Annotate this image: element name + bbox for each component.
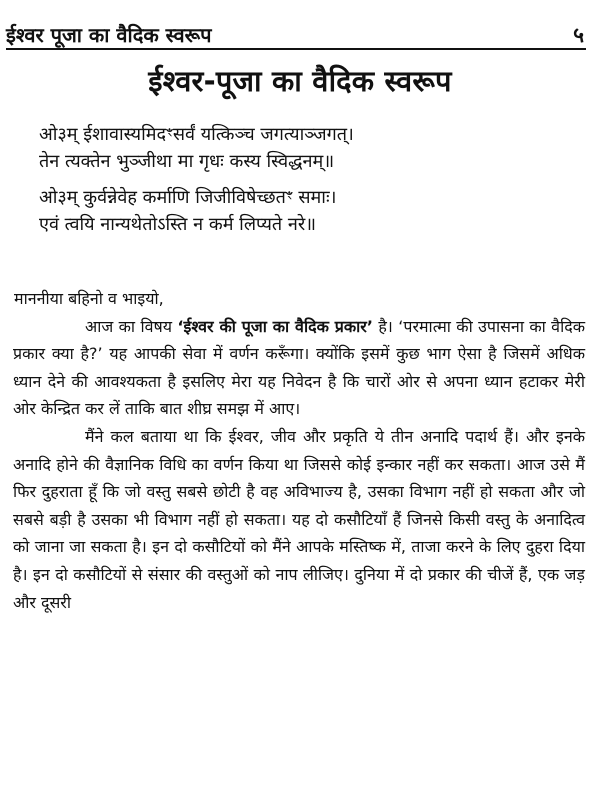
running-title: ईश्वर पूजा का वैदिक स्वरूप [6, 23, 212, 47]
paragraph-intro-start: आज का विषय [85, 316, 178, 336]
mantra-line: ओ३म् कुर्वन्नेवेह कर्माणि जिजीविषेच्छतꣳ समाः। [39, 187, 337, 208]
page-number: ५ [573, 23, 584, 47]
paragraph-intro [13, 313, 585, 423]
topic-phrase: ‘ईश्वर की पूजा का वैदिक प्रकार’ [177, 316, 373, 336]
mantra-block [39, 123, 569, 240]
page-body [13, 285, 585, 616]
mantra-line: एवं त्वयि नान्यथेतोऽस्ति न कर्म लिप्यते नरे॥ [39, 214, 317, 235]
paragraph-intro-rest: है। ‘परमात्मा की उपासना का वैदिक प्रकार क्या है?’ यह आपकी सेवा में वर्णन करूँगा। क्योंकि इसमें कुछ भाग ऐसा है जिसमें अधिक ध्यान देने की आवश्यकता है इसलिए मेरा यह निवेदन है कि चारों ओर से अपना ध्यान हटाकर मेरी ओर केन्द्रित कर लें ताकि बात शीघ्र समझ में आए। [13, 316, 585, 419]
running-header [6, 16, 586, 50]
salutation: माननीया बहिनो व भाइयो, [14, 289, 164, 308]
chapter-title: ईश्वर-पूजा का वैदिक स्वरूप [148, 64, 452, 98]
paragraph-explanation: मैंने कल बताया था कि ईश्वर, जीव और प्रकृति ये तीन अनादि पदार्थ हैं। और इनके अनादि होने की वैज्ञानिक विधि का वर्णन किया था जिससे कोई इन्कार नहीं कर सकता। आज उसे मैं फिर दुहराता हूँ कि जो वस्तु सबसे छोटी है वह अविभाज्य है, उसका विभाग नहीं हो सकता और जो सबसे बड़ी है उसका भी विभाग नहीं हो सकता। यह दो कसौटियाँ हैं जिनसे किसी वस्तु के अनादित्व को जाना जा सकता है। इन दो कसौटियों को मैंने आपके मस्तिष्क में, ताजा करने के लिए दुहरा दिया है। इन दो कसौटियों से संसार की वस्तुओं को नाप लीजिए। दुनिया में दो प्रकार की चीजें हैं, एक जड़ और दूसरी [13, 426, 585, 612]
mantra-line: तेन त्यक्तेन भुञ्जीथा मा गृधः कस्य स्विद्धनम्॥ [39, 151, 335, 172]
mantra-line: ओ३म् ईशावास्यमिदꣳसर्वं यत्किञ्च जगत्याञ्जगत्। [39, 124, 354, 145]
